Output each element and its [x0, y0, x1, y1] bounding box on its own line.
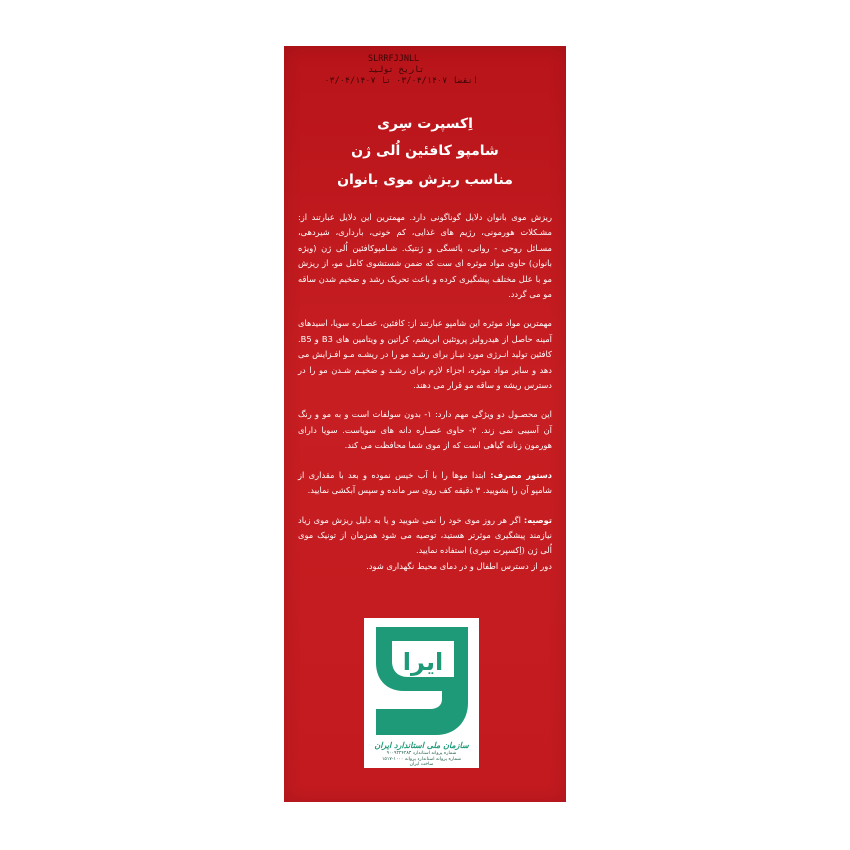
license-line-2: شماره پروانه استاندارد پروانه ۱۰۰۰-۱۵۱۷: [381, 756, 462, 762]
product-title: شامپو کافئین اُلی ژن: [351, 143, 499, 159]
license-lines: [364, 751, 479, 768]
advice-text: اگر هر روز موی خود را نمی شویید و یا به دلیل ریزش موی زیاد نیازمند پیشگیری موثرتر هستید، توصیه می شود همزمان از تونیک موی اُلی ژن (اِکسپرت سِری) استفاده نمایید.: [298, 514, 552, 556]
product-titles: [284, 112, 566, 194]
batch-print: [324, 54, 478, 87]
paragraph-features: این محصـول دو ویژگی مهم دارد: ۱- بدون سولفات است و به مو و رنگ آن آسیبی نمی زند. ۲- حاوی عصـاره دانه های سویاست. سویا دارای هورمون زنانه گیاهی است که از موی شما محافظت می کند.: [298, 409, 552, 451]
storage-note: دور از دسترس اطفال و در دمای محیط نگهداری شود.: [366, 560, 552, 571]
paragraph-causes: ریزش موی بانوان دلایل گوناگونی دارد. مهمترین این دلایل عبارتند از: مشـکلات هورمونی، رژیم های غذایی، کم خونی، بارداری، شیردهی، مسـائل روحی - روانی، یائسگی و ژنتیک. شـامپوکافئین اُلی ژن (ویژه بانوان) حاوی مواد موثره ای ست که ضمن شستشوی کامل مو، از ریزش مو با علل مختلف پیشگیری کرده و باعث تحریک رشد و ضخیم شدن ساقه مو می گردد.: [298, 212, 552, 300]
shampoo-box-back: [284, 46, 566, 802]
product-subtitle: مناسب ریزش موی بانوان: [337, 172, 513, 188]
batch-expiry-date: انقضا ۰۳/۰۴/۱۴۰۷ تا ۰۳/۰۴/۱۴۰۷: [324, 76, 478, 86]
usage-text: ابتدا موها را با آب خیس نموده و بعد با مقداری از شامپو آن را بشویید. ۳ دقیقه کف روی سر مانده و سپس آبکشی نمایید.: [298, 469, 552, 496]
standard-logo-card: [364, 618, 479, 768]
batch-code: SLRRFJJNLL: [368, 54, 420, 64]
paragraph-ingredients: مهمترین مواد موثره این شامپو عبارتند از: کافئین، عصـاره سویا، اسیدهای آمینه حاصل از هیدرولیز پروتئین ابریشم، کراتین و ویتامین های B3 و B5. کافئین تولید انـرژی مورد نیـاز برای رشـد مو را در ریشـه مـو افـزایش می دهد و سایر مواد موثره، اجزاء لازم برای رشـد و ضخیـم شـدن مو را در دسترس ریشه و ساقه مو قرار می دهند.: [298, 318, 552, 391]
iran-standard-logo-icon: [370, 623, 473, 739]
license-line-3: ساخت ایران: [409, 762, 434, 768]
logo-mark-text: ایرا: [402, 648, 444, 676]
org-name: سازمان ملی استاندارد ایران: [374, 740, 469, 750]
advice-label: توصیه:: [523, 514, 552, 525]
paragraph-advice: [298, 513, 552, 559]
usage-label: دستور مصرف:: [490, 469, 553, 480]
batch-production-date: تاریخ تولید: [368, 65, 425, 75]
product-description: [298, 210, 552, 588]
paragraph-usage: [298, 468, 552, 499]
license-line-1: شماره پروانه استاندارد ۹۰۰۹۲۲۴۲۸۳: [386, 751, 457, 756]
brand-title: اِکسپرت سِری: [377, 116, 473, 132]
